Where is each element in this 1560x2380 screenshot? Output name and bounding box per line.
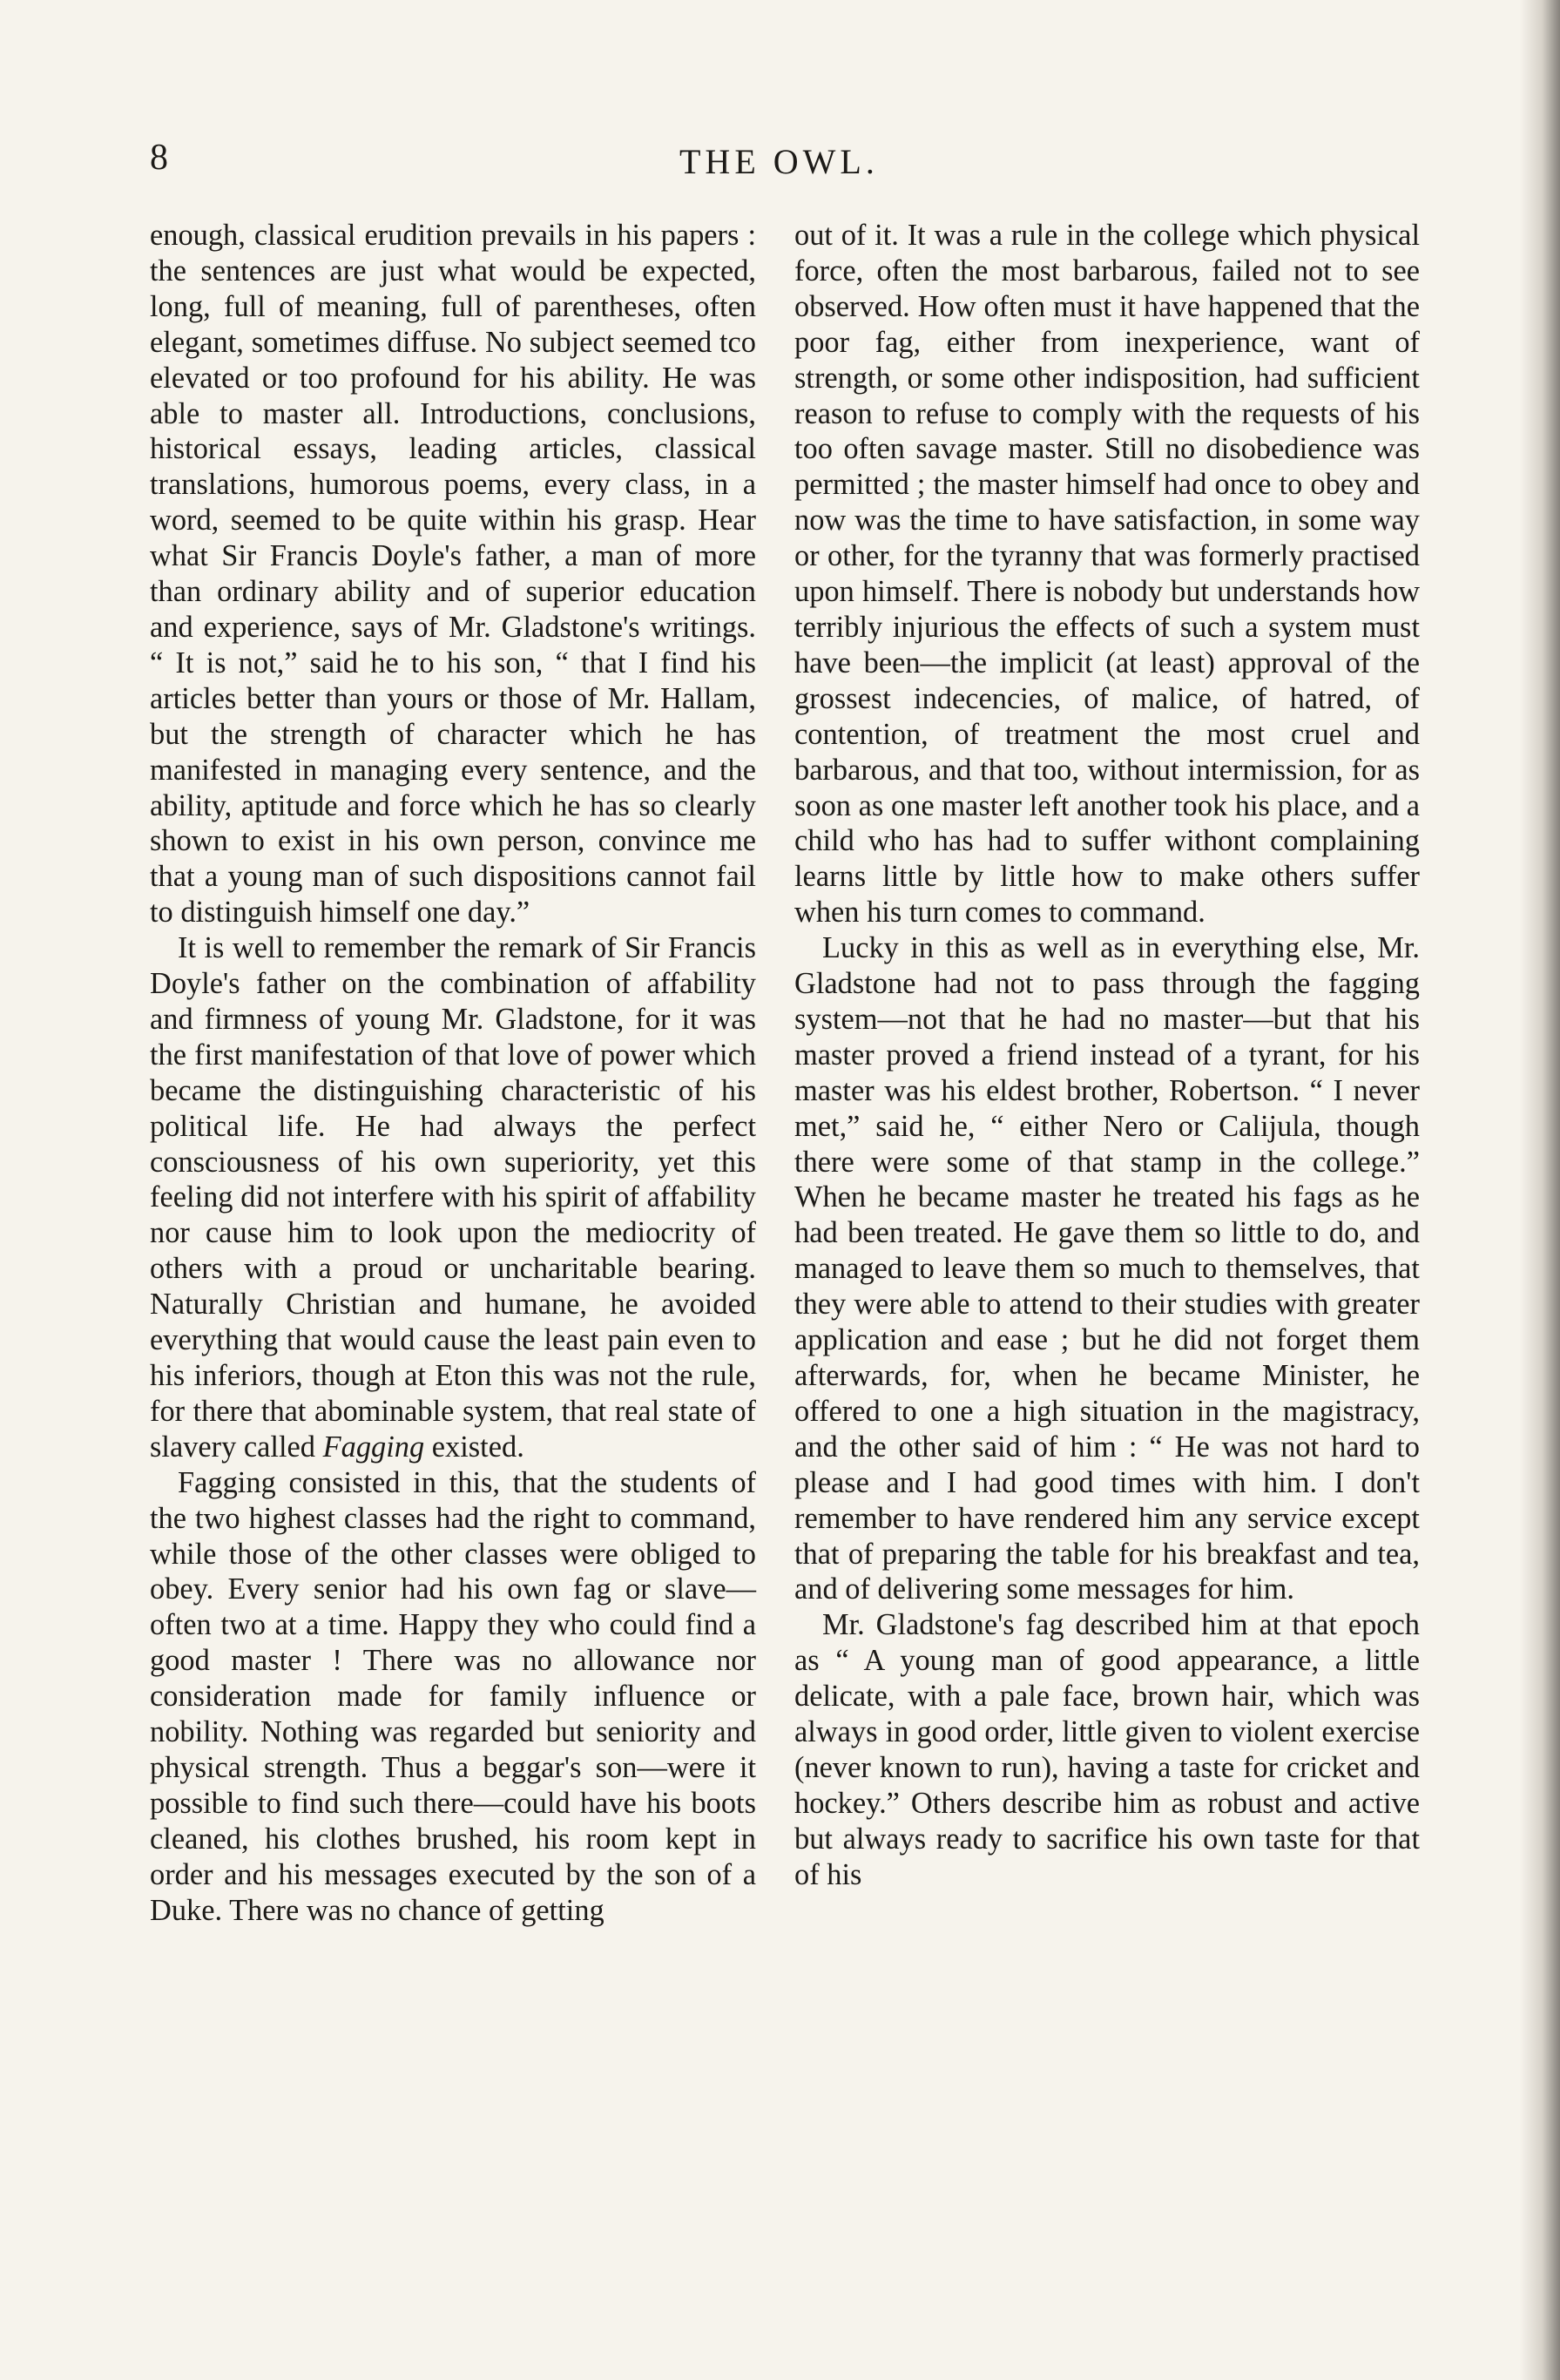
paragraph-fagging-definition: Fagging consisted in this, that the students of the two highest classes had the right to command, while those of the other classes were obliged to obey. Every senior had his own fag or slave—often two at a time. Happy they who could find a good master ! There was no allowance nor consideration made for family influence or nobility. Nothing was regarded but seniority and physical strength. Thus a beggar's son—were it possible to find such there—could have his boots cleaned, his clothes brushed, his room kept in order and his messages executed by the son of a Duke. There was no chance of getting bbox=[150, 1465, 756, 1927]
running-head: THE OWL. bbox=[679, 142, 879, 181]
paragraph-lucky: Lucky in this as well as in everything else, Mr. Gladstone had not to pass through the fagging system—not that he had no master—but that his master proved a friend instead of a tyrant, for his master was his eldest brother, Robertson. “ I never met,” said he, “ either Nero or Calijula, though there were some of that stamp in the college.” When he became master he treated his fags as he had been treated. He gave them so little to do, and managed to leave them so much to themselves, that they were able to attend to their studies with greater application and ease ; but he did not forget them afterwards, for, when he became Minister, he offered to one a high situation in the magistracy, and the other said of him : “ He was not hard to please and I had good times with him. I don't remember to have rendered him any service except that of preparing the table for his breakfast and tea, and of delivering some messages for him. bbox=[794, 931, 1420, 1606]
paragraph-affability bbox=[150, 930, 756, 1465]
left-column bbox=[150, 218, 756, 1929]
paragraph-text-end: existed. bbox=[431, 1430, 524, 1464]
right-column bbox=[794, 218, 1420, 1893]
paragraph-continued: enough, classical erudition prevails in his papers : the sentences are just what would be expected, long, full of meaning, full of parentheses, often elegant, sometimes diffuse. No subject seemed tco elevated or too profound for his ability. He was able to master all. Introductions, conclusions, historical essays, leading articles, classical translations, humorous poems, every class, in a word, seemed to be quite within his grasp. Hear what Sir Francis Doyle's father, a man of more than ordinary ability and of superior education and experience, says of Mr. Gladstone's writings. “ It is not,” said he to his son, “ that I find his articles better than yours or those of Mr. Hallam, but the strength of character which he has manifested in managing every sentence, and the ability, aptitude and force which he has so clearly shown to exist in his own person, convince me that a young man of such dispositions cannot fail to distinguish himself one day.” bbox=[150, 219, 756, 930]
paragraph-fag-description: Mr. Gladstone's fag described him at that epoch as “ A young man of good appearance, a little delicate, with a pale face, brown hair, which was always in good order, little given to violent exercise (never known to run), having a taste for cricket and hockey.” Others describe him as robust and active but always ready to sacrifice his own taste for that of his bbox=[794, 1608, 1420, 1891]
page-edge-shadow bbox=[1520, 0, 1560, 2380]
paragraph-college-rule: out of it. It was a rule in the college which physical force, often the most barbarous, failed not to see observed. How often must it have happened that the poor fag, either from inexperience, want of strength, or some other indisposition, had sufficient reason to refuse to comply with the requests of his too often savage master. Still no disobedience was permitted ; the master himself had once to obey and now was the time to have satisfaction, in some way or other, for the tyranny that was formerly practised upon himself. There is nobody but understands how terribly injurious the effects of such a system must have been—the implicit (at least) approval of the grossest indecencies, of malice, of hatred, of contention, of treatment the most cruel and barbarous, and that too, without intermission, for as soon as one master left another took his place, and a child who has had to suffer withont complaining learns little by little how to make others suffer when his turn comes to command. bbox=[794, 219, 1420, 930]
italic-term-fagging: Fagging bbox=[322, 1430, 425, 1464]
paragraph-text: It is well to remember the remark of Sir Francis Doyle's father on the combination of affability and firmness of young Mr. Gladstone, for it was the first manifestation of that love of power which became the distinguishing characteristic of his political life. He had always the perfect consciousness of his own superiority, yet this feeling did not interfere with his spirit of affability nor cause him to look upon the mediocrity of others with a proud or uncharitable bearing. Naturally Christian and humane, he avoided everything that would cause the least pain even to his inferiors, though at Eton this was not the rule, for there that abominable system, that real state of slavery called bbox=[150, 931, 756, 1464]
page-number: 8 bbox=[150, 138, 168, 178]
